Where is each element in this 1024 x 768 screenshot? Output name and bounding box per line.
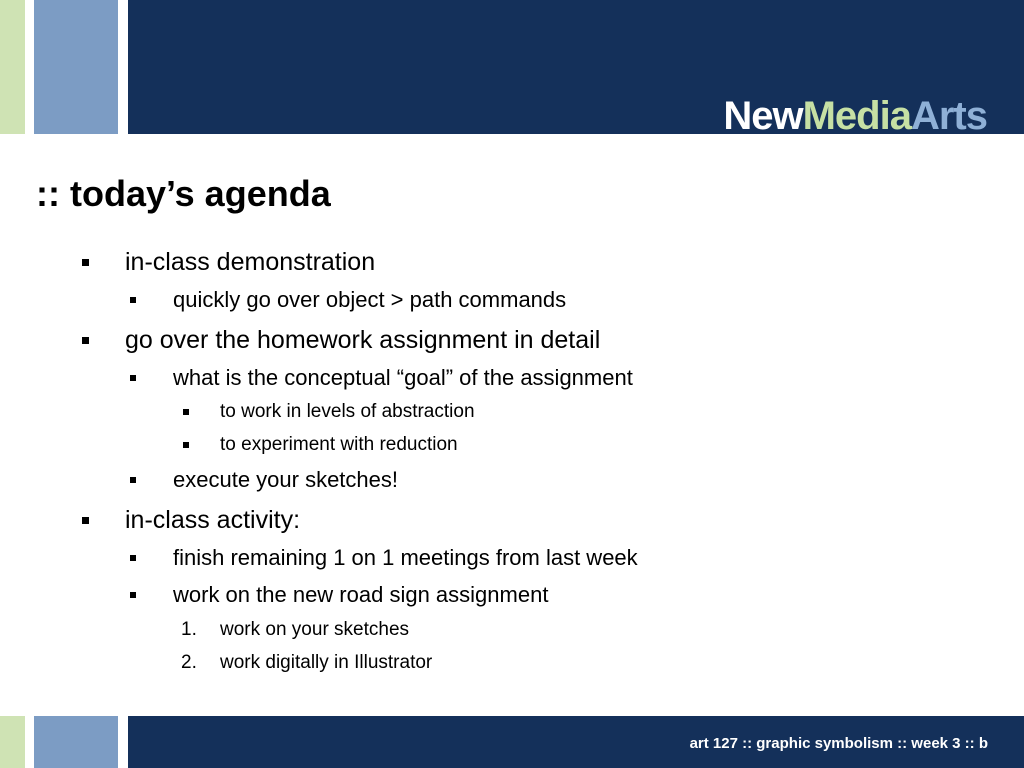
new-media-arts-logo bbox=[723, 96, 987, 136]
bullet-icon bbox=[82, 337, 89, 344]
bullet-icon bbox=[130, 592, 136, 598]
logo-arts: Arts bbox=[910, 94, 987, 138]
footer-course-label: art 127 :: graphic symbolism :: week 3 :: b bbox=[689, 735, 988, 752]
bullet-icon bbox=[130, 297, 136, 303]
agenda-subsubitem: to work in levels of abstraction bbox=[220, 401, 475, 422]
bullet-icon bbox=[130, 555, 136, 561]
agenda-item: go over the homework assignment in detail bbox=[125, 326, 601, 354]
footer-light-blue-bar bbox=[34, 716, 118, 768]
agenda-subsubitem: work on your sketches bbox=[220, 619, 410, 640]
logo-new: New bbox=[723, 94, 803, 138]
bullet-icon bbox=[130, 375, 136, 381]
agenda-item: in-class demonstration bbox=[125, 248, 376, 276]
agenda-subitem: execute your sketches! bbox=[173, 467, 399, 492]
bullet-icon bbox=[82, 517, 89, 524]
bullet-icon bbox=[183, 442, 189, 448]
bullet-icon bbox=[183, 409, 189, 415]
footer-green-bar bbox=[0, 716, 25, 768]
bullet-icon bbox=[82, 259, 89, 266]
list-number: 1. bbox=[181, 619, 197, 640]
slide-title: :: today’s agenda bbox=[36, 173, 331, 214]
header-green-bar bbox=[0, 0, 25, 134]
agenda-subitem: finish remaining 1 on 1 meetings from last week bbox=[173, 545, 638, 570]
bullet-icon bbox=[130, 477, 136, 483]
header-light-blue-bar bbox=[34, 0, 118, 134]
agenda-subitem: what is the conceptual “goal” of the assignment bbox=[173, 365, 633, 390]
list-number: 2. bbox=[181, 652, 197, 673]
agenda-item: in-class activity: bbox=[125, 506, 301, 534]
logo-media: Media bbox=[802, 94, 911, 138]
agenda-subsubitem: work digitally in Illustrator bbox=[220, 652, 433, 673]
agenda-subitem: quickly go over object > path commands bbox=[173, 287, 567, 312]
agenda-subitem: work on the new road sign assignment bbox=[173, 582, 549, 607]
agenda-subsubitem: to experiment with reduction bbox=[220, 434, 458, 455]
